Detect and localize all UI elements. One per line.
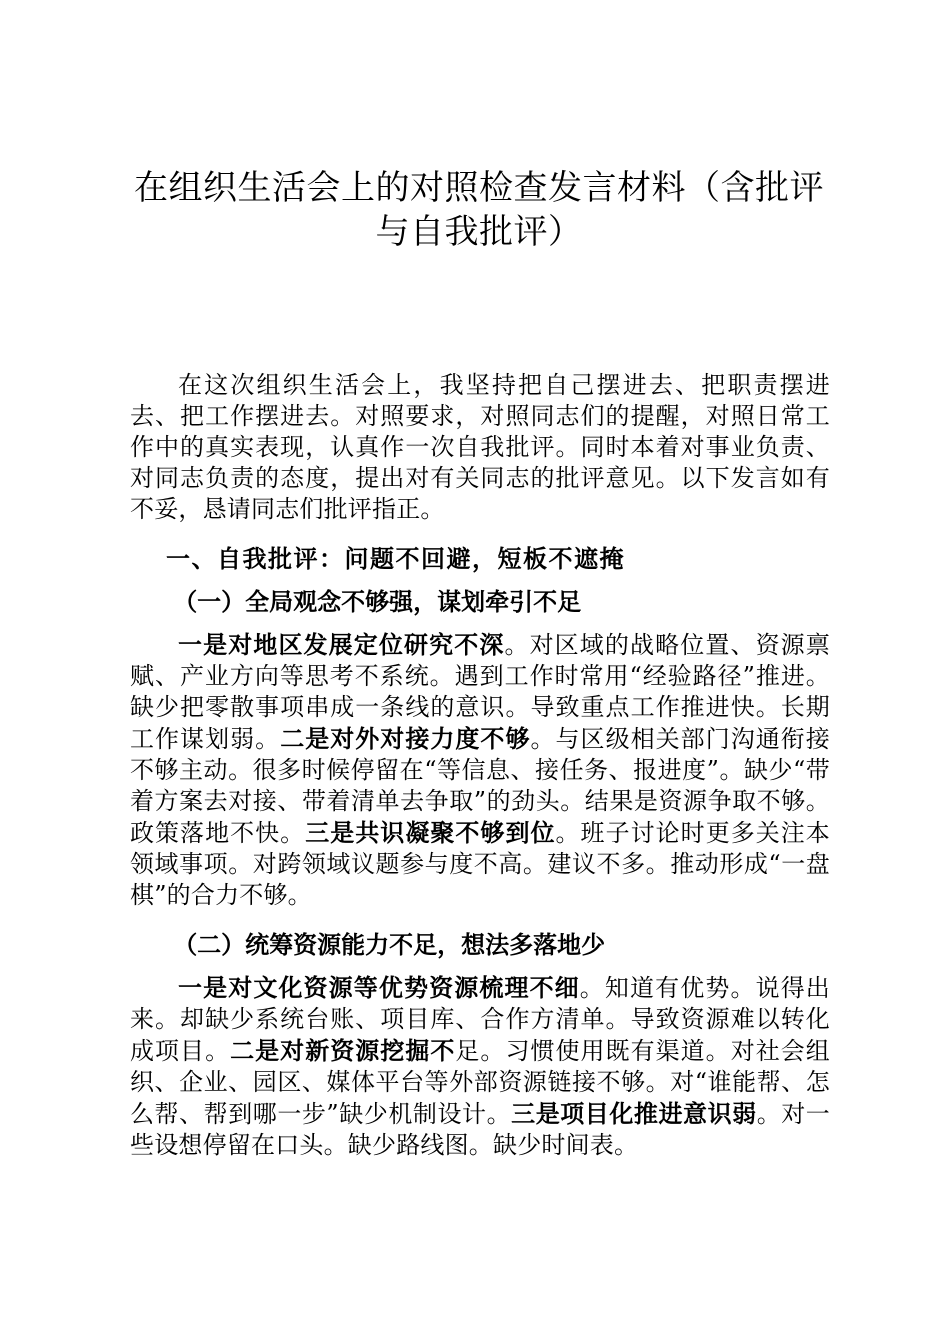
subsection-1-paragraph — [130, 629, 830, 911]
subsection-heading-1: （一）全局观念不够强，谋划牵引不足 — [173, 587, 582, 616]
title-line-2: 与自我批评） — [375, 212, 583, 252]
point-2-lead: 二是对新资源挖掘不 — [230, 1036, 456, 1065]
point-1-text: 。知道有优势。说得出来。却缺少系统台账、项目库、合作方清单。导致资源难以转化成项目。 — [130, 974, 831, 1065]
point-3-lead: 三是项目化推进意识弱 — [511, 1099, 757, 1128]
point-1-text: 。对区域的战略位置、资源禀赋、产业方向等思考不系统。遇到工作时常用“经验路径”推进。缺少把零散事项串成一条线的意识。导致重点工作推进快。长期工作谋划弱。 — [130, 631, 830, 753]
point-3-text: 。班子讨论时更多关注本领域事项。对跨领域议题参与度不高。建议不多。推动形成“一盘棋”的合力不够。 — [130, 819, 831, 909]
point-2-text: 足。习惯使用既有渠道。对社会组织、企业、园区、媒体平台等外部资源链接不够。对“谁能帮、怎么帮、帮到哪一步”缺少机制设计。 — [130, 1037, 830, 1128]
intro-paragraph: 在这次组织生活会上，我坚持把自己摆进去、把职责摆进去、把工作摆进去。对照要求，对照同志们的提醒，对照日常工作中的真实表现，认真作一次自我批评。同时本着对事业负责、对同志负责的态度，提出对有关同志的批评意见。以下发言如有不妥，恳请同志们批评指正。 — [130, 371, 830, 523]
point-3-lead: 三是共识凝聚不够到位 — [305, 818, 556, 847]
section-heading-self-criticism: 一、自我批评：问题不回避，短板不遮掩 — [166, 544, 625, 573]
point-1-lead: 一是对文化资源等优势资源梳理不细 — [178, 973, 580, 1002]
point-2-text: 。与区级相关部门沟通衔接不够主动。很多时候停留在“等信息、接任务、报进度”。缺少“带着方案去对接、带着清单去争取”的劲头。结果是资源争取不够。政策落地不快。 — [130, 725, 831, 847]
point-3-text: 。对一些设想停留在口头。缺少路线图。缺少时间表。 — [130, 1100, 830, 1159]
title-line-1: 在组织生活会上的对照检查发言材料（含批评 — [134, 168, 824, 208]
document-title — [120, 166, 838, 254]
point-1-lead: 一是对地区发展定位研究不深 — [178, 630, 505, 659]
subsection-2-paragraph — [130, 972, 830, 1161]
point-2-lead: 二是对外对接力度不够 — [280, 724, 531, 753]
subsection-heading-2: （二）统筹资源能力不足，想法多落地少 — [173, 930, 606, 959]
document-body — [130, 370, 830, 1161]
